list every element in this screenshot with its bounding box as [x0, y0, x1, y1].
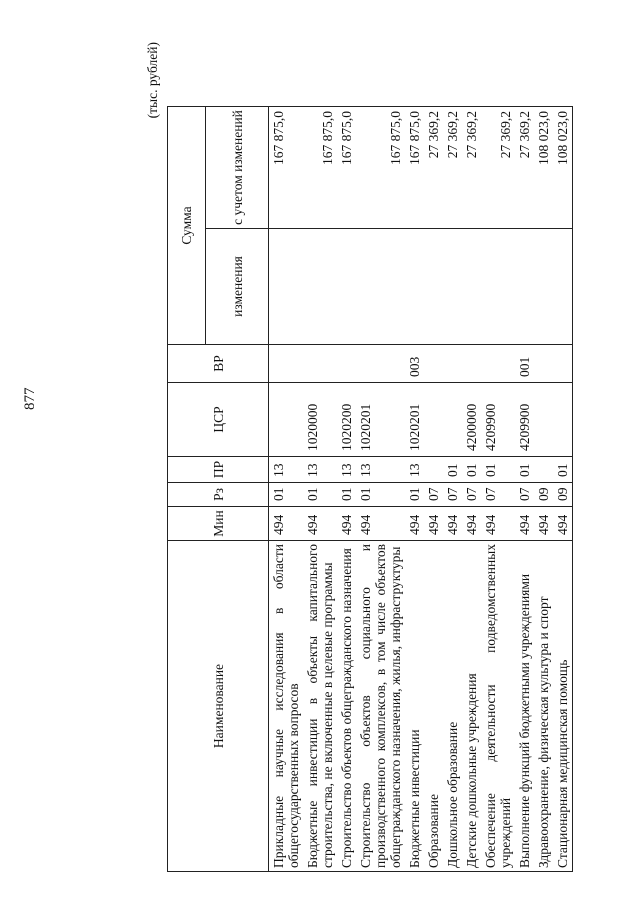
table-row	[553, 107, 573, 872]
cell-changes	[356, 229, 405, 345]
budget-table	[167, 106, 573, 872]
cell-rz: 09	[534, 483, 553, 507]
cell-pr: 01	[443, 457, 462, 483]
cell-vr	[337, 345, 356, 383]
header-with-changes: с учетом изменений	[206, 107, 269, 229]
header-min: Мин	[168, 507, 269, 541]
cell-name: Бюджетные инвестиции в объекты капитального строительства, не включенные в целевые программы	[303, 541, 337, 872]
cell-name: Образование	[424, 541, 443, 872]
cell-total: 167 875,0	[269, 107, 304, 229]
cell-rz: 01	[303, 483, 337, 507]
cell-min: 494	[515, 507, 534, 541]
cell-total: 108 023,0	[553, 107, 573, 229]
cell-csr: 4209900	[515, 383, 534, 457]
cell-changes	[443, 229, 462, 345]
cell-total: 167 875,0	[303, 107, 337, 229]
cell-min: 494	[424, 507, 443, 541]
cell-min: 494	[337, 507, 356, 541]
cell-csr: 1020200	[337, 383, 356, 457]
page-number: 877	[22, 387, 38, 410]
cell-name: Прикладные научные исследования в области общегосударственных вопросов	[269, 541, 304, 872]
table-row	[424, 107, 443, 872]
cell-min: 494	[534, 507, 553, 541]
cell-pr: 01	[462, 457, 481, 483]
cell-csr: 1020201	[356, 383, 405, 457]
cell-name: Детские дошкольные учреждения	[462, 541, 481, 872]
cell-rz: 07	[515, 483, 534, 507]
table-row	[405, 107, 424, 872]
cell-pr: 13	[269, 457, 304, 483]
cell-total: 27 369,2	[515, 107, 534, 229]
cell-pr: 01	[553, 457, 573, 483]
cell-min: 494	[269, 507, 304, 541]
cell-csr: 1020201	[405, 383, 424, 457]
cell-rz: 01	[356, 483, 405, 507]
cell-vr	[303, 345, 337, 383]
rotated-page-content	[145, 42, 570, 872]
cell-name: Обеспечение деятельности подведомственных учреждений	[481, 541, 515, 872]
cell-changes	[424, 229, 443, 345]
cell-changes	[553, 229, 573, 345]
cell-changes	[462, 229, 481, 345]
cell-pr: 13	[303, 457, 337, 483]
table-row	[462, 107, 481, 872]
table-row	[515, 107, 534, 872]
cell-vr	[443, 345, 462, 383]
header-rz: Рз	[168, 483, 269, 507]
cell-min: 494	[443, 507, 462, 541]
cell-total: 167 875,0	[405, 107, 424, 229]
cell-vr	[356, 345, 405, 383]
cell-csr	[553, 383, 573, 457]
header-name: Наименование	[168, 541, 269, 872]
cell-csr	[424, 383, 443, 457]
table-row	[443, 107, 462, 872]
cell-pr: 01	[481, 457, 515, 483]
cell-total: 167 875,0	[356, 107, 405, 229]
cell-csr	[269, 383, 304, 457]
cell-csr: 4209900	[481, 383, 515, 457]
cell-changes	[303, 229, 337, 345]
cell-pr: 13	[356, 457, 405, 483]
table-row	[534, 107, 553, 872]
cell-rz: 01	[269, 483, 304, 507]
cell-min: 494	[405, 507, 424, 541]
table-row	[356, 107, 405, 872]
cell-csr	[443, 383, 462, 457]
cell-min: 494	[553, 507, 573, 541]
header-changes: изменения	[206, 229, 269, 345]
cell-changes	[534, 229, 553, 345]
table-row	[303, 107, 337, 872]
table-row	[269, 107, 304, 872]
cell-rz: 07	[481, 483, 515, 507]
cell-vr	[534, 345, 553, 383]
cell-min: 494	[462, 507, 481, 541]
cell-rz: 07	[462, 483, 481, 507]
cell-vr	[481, 345, 515, 383]
cell-name: Стационарная медицинская помощь	[553, 541, 573, 872]
cell-total: 27 369,2	[424, 107, 443, 229]
cell-name: Бюджетные инвестиции	[405, 541, 424, 872]
cell-vr	[462, 345, 481, 383]
cell-total: 108 023,0	[534, 107, 553, 229]
cell-pr: 13	[337, 457, 356, 483]
cell-vr: 001	[515, 345, 534, 383]
cell-csr: 4200000	[462, 383, 481, 457]
cell-pr	[424, 457, 443, 483]
cell-changes	[405, 229, 424, 345]
cell-rz: 01	[337, 483, 356, 507]
cell-changes	[269, 229, 304, 345]
cell-min: 494	[303, 507, 337, 541]
header-vr: ВР	[168, 345, 269, 383]
cell-pr	[534, 457, 553, 483]
cell-rz: 07	[424, 483, 443, 507]
cell-rz: 09	[553, 483, 573, 507]
cell-total: 27 369,2	[481, 107, 515, 229]
table-row	[481, 107, 515, 872]
cell-vr	[424, 345, 443, 383]
table-row	[337, 107, 356, 872]
cell-csr	[534, 383, 553, 457]
cell-csr: 1020000	[303, 383, 337, 457]
cell-pr: 13	[405, 457, 424, 483]
cell-rz: 07	[443, 483, 462, 507]
cell-vr: 003	[405, 345, 424, 383]
header-csr: ЦСР	[168, 383, 269, 457]
cell-name: Дошкольное образование	[443, 541, 462, 872]
cell-changes	[481, 229, 515, 345]
cell-total: 167 875,0	[337, 107, 356, 229]
cell-total: 27 369,2	[443, 107, 462, 229]
cell-pr: 01	[515, 457, 534, 483]
units-note: (тыс. рублей)	[145, 42, 160, 119]
header-pr: ПР	[168, 457, 269, 483]
cell-name: Строительство объектов социального и производственного комплексов, в том числе объектов общегражданского назначения, жилья, инфраструктуры	[356, 541, 405, 872]
cell-vr	[553, 345, 573, 383]
cell-min: 494	[481, 507, 515, 541]
cell-name: Здравоохранение, физическая культура и спорт	[534, 541, 553, 872]
cell-min: 494	[356, 507, 405, 541]
cell-rz: 01	[405, 483, 424, 507]
cell-name: Выполнение функций бюджетными учреждениями	[515, 541, 534, 872]
cell-name: Строительство объектов общегражданского назначения	[337, 541, 356, 872]
cell-vr	[269, 345, 304, 383]
cell-total: 27 369,2	[462, 107, 481, 229]
cell-changes	[337, 229, 356, 345]
table-body	[269, 107, 573, 872]
header-summa: Сумма	[168, 107, 206, 345]
cell-changes	[515, 229, 534, 345]
